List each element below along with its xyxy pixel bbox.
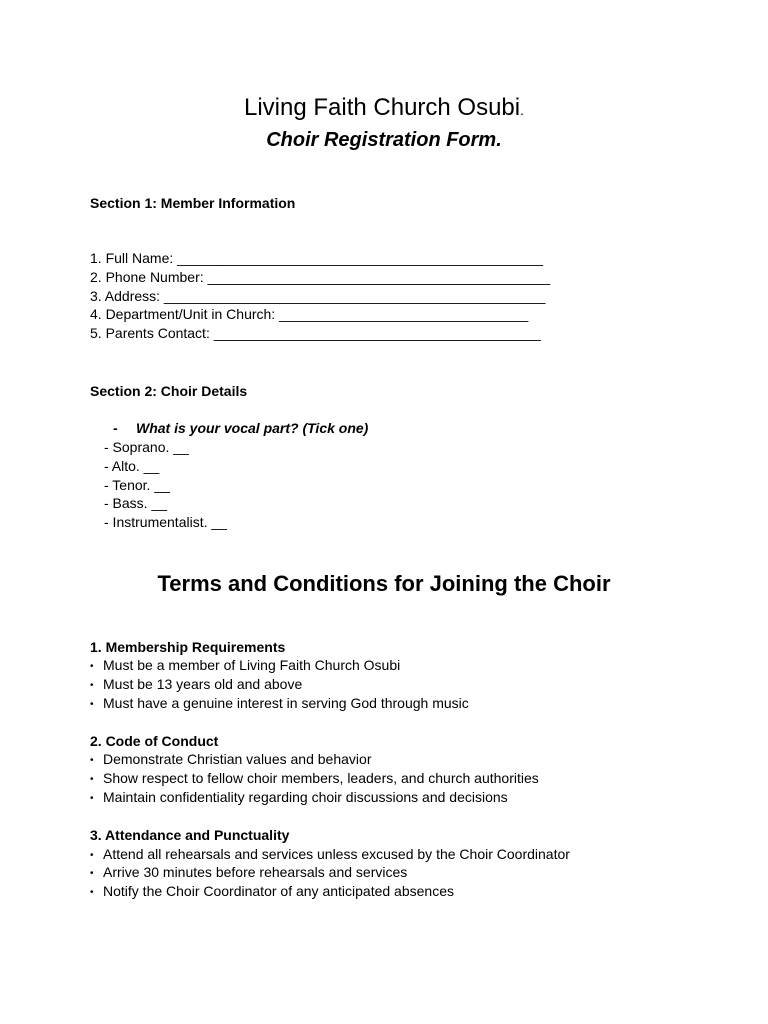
bullet-icon: • [90,699,94,710]
bullet-icon: • [90,793,94,804]
church-name: Living Faith Church Osubi [243,94,521,121]
bullet-icon: • [90,850,94,861]
bullet-icon: • [90,755,94,766]
department-field[interactable]: 4. Department/Unit in Church: ________________________________ [90,306,529,322]
form-title: Choir Registration Form. [266,129,502,151]
question-text: What is your vocal part? (Tick one) [136,420,369,436]
address-field[interactable]: 3. Address: _________________________________________________ [90,288,546,304]
bullet-icon: • [90,887,94,898]
phone-number-field[interactable]: 2. Phone Number: ____________________________________________ [90,269,551,285]
vocal-option-bass[interactable]: - Bass. __ [104,495,168,511]
terms-list-item: • Must be a member of Living Faith Church Osubi [90,656,400,676]
vocal-option-instrumentalist[interactable]: - Instrumentalist. __ [104,514,227,530]
terms-section-heading: 3. Attendance and Punctuality [90,827,290,843]
terms-list-item: • Arrive 30 minutes before rehearsals and services [90,863,407,883]
church-name-title [0,92,768,126]
vocal-option-tenor[interactable]: - Tenor. __ [104,477,170,493]
terms-list-item: • Show respect to fellow choir members, leaders, and church authorities [90,769,539,789]
question-marker: - [113,420,118,436]
section-1-heading: Section 1: Member Information [90,195,296,211]
terms-list-item: • Attend all rehearsals and services unless excused by the Choir Coordinator [90,845,570,865]
terms-list-item: • Notify the Choir Coordinator of any anticipated absences [90,882,454,902]
terms-list-item: • Demonstrate Christian values and behavior [90,750,371,770]
bullet-icon: • [90,680,94,691]
terms-list-item: • Must have a genuine interest in serving God through music [90,694,469,714]
terms-section-heading: 2. Code of Conduct [90,733,219,749]
terms-list-item: • Must be 13 years old and above [90,675,302,695]
terms-title: Terms and Conditions for Joining the Choir [157,571,611,596]
parents-contact-field[interactable]: 5. Parents Contact: __________________________________________ [90,325,541,341]
section-2-heading: Section 2: Choir Details [90,383,248,399]
terms-section-heading: 1. Membership Requirements [90,639,286,655]
title-period: . [520,102,525,118]
bullet-icon: • [90,661,94,672]
vocal-part-question [113,419,368,437]
vocal-option-alto[interactable]: - Alto. __ [104,458,160,474]
vocal-option-soprano[interactable]: - Soprano. __ [104,439,189,455]
bullet-icon: • [90,774,94,785]
full-name-field[interactable]: 1. Full Name: _______________________________________________ [90,250,544,266]
terms-list-item: • Maintain confidentiality regarding choir discussions and decisions [90,788,508,808]
bullet-icon: • [90,868,94,879]
